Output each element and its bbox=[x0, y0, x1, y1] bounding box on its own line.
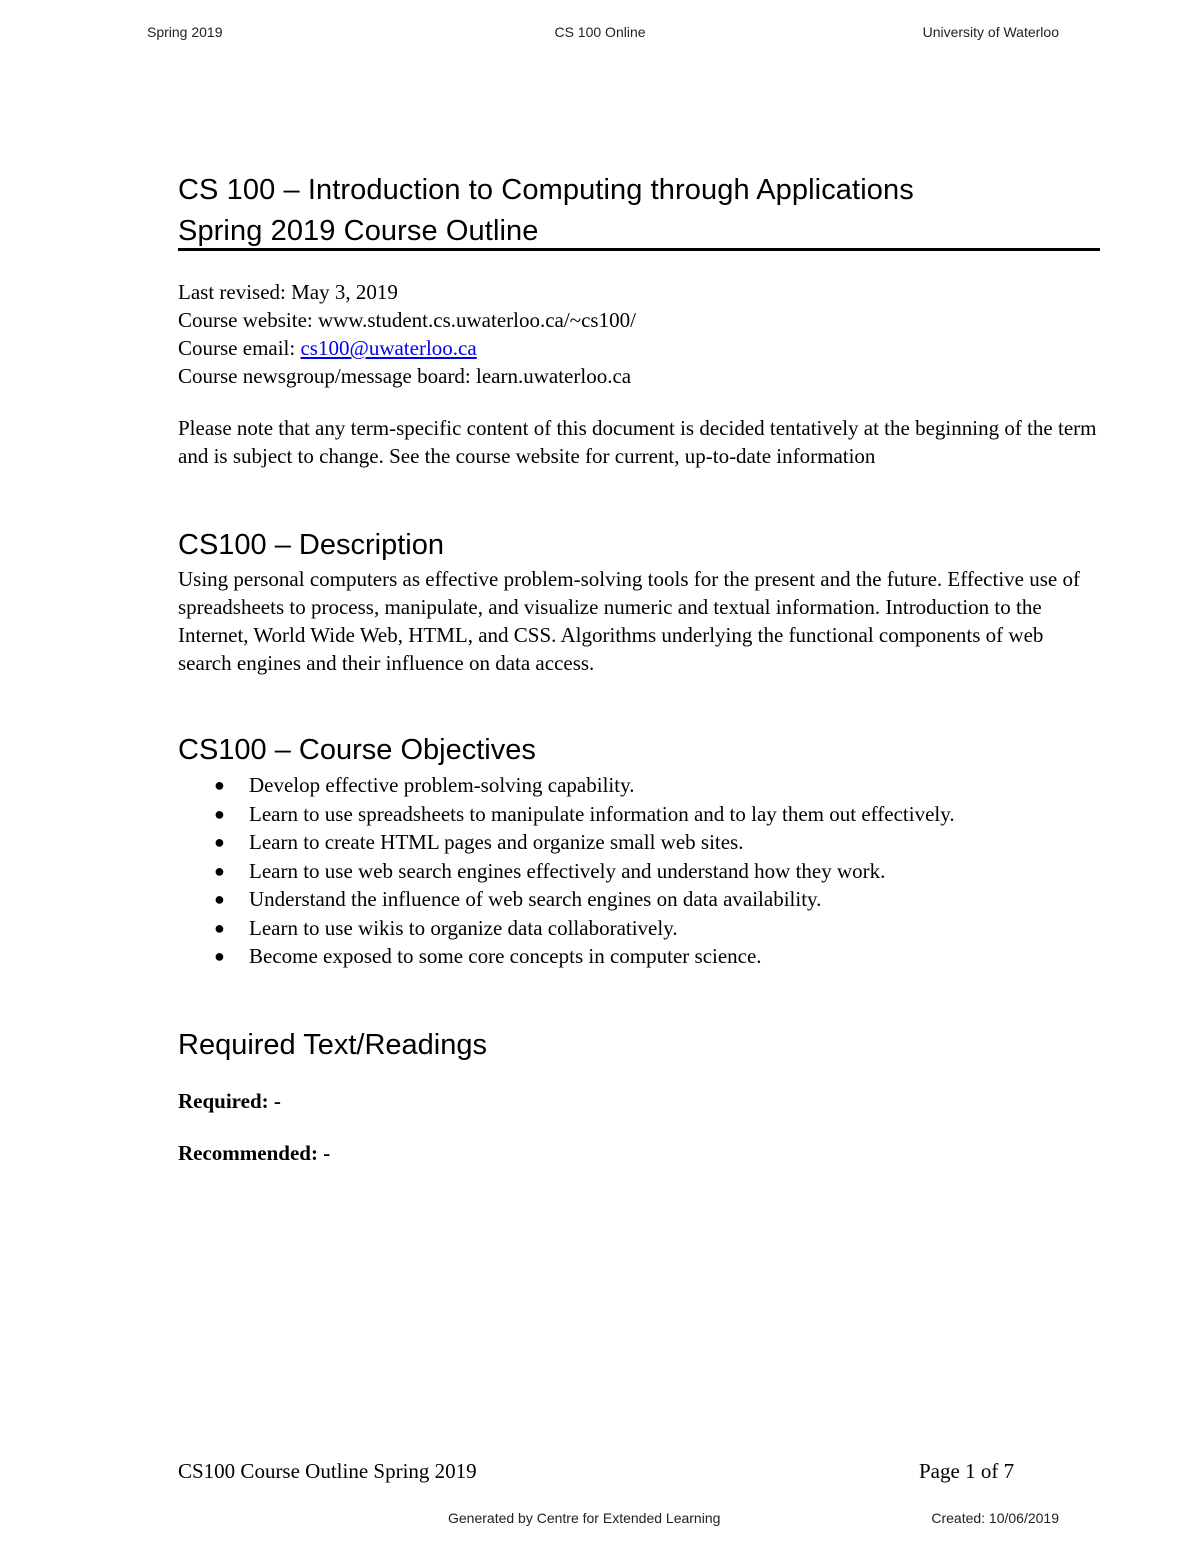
description-heading: CS100 – Description bbox=[178, 529, 444, 561]
bullet-icon: ● bbox=[214, 860, 225, 881]
footer-title: CS100 Course Outline Spring 2019 bbox=[178, 1459, 477, 1483]
objective-text: Learn to use wikis to organize data collaboratively. bbox=[249, 915, 678, 940]
document-title bbox=[178, 170, 1100, 251]
bullet-icon: ● bbox=[214, 946, 225, 966]
title-line-2: Spring 2019 Course Outline bbox=[178, 215, 539, 247]
objective-text: Learn to use web search engines effectively and understand how they work. bbox=[249, 858, 886, 883]
bullet-icon: ● bbox=[214, 803, 225, 824]
last-revised: Last revised: May 3, 2019 bbox=[178, 280, 398, 304]
header-course: CS 100 Online bbox=[554, 24, 646, 40]
disclaimer-note: Please note that any term-specific content of this document is decided tentatively at the beginning of the term and is subject to change. See the course website for current, up-to-date information bbox=[178, 416, 1097, 468]
objective-text: Learn to create HTML pages and organize small web sites. bbox=[249, 830, 744, 854]
header-institution: University of Waterloo bbox=[922, 24, 1059, 40]
objective-text: Develop effective problem-solving capability. bbox=[249, 773, 635, 797]
page-number: Page 1 of 7 bbox=[919, 1459, 1015, 1483]
objective-text: Learn to use spreadsheets to manipulate information and to lay them out effectively. bbox=[249, 801, 955, 826]
course-website: Course website: www.student.cs.uwaterloo.ca/~cs100/ bbox=[178, 308, 636, 332]
bullet-icon: ● bbox=[214, 832, 225, 852]
bullet-icon: ● bbox=[214, 775, 225, 795]
course-email-link[interactable]: cs100@uwaterloo.ca bbox=[300, 336, 477, 360]
course-newsgroup: Course newsgroup/message board: learn.uwaterloo.ca bbox=[178, 364, 632, 388]
objective-item bbox=[178, 914, 1078, 943]
objective-item bbox=[178, 771, 1078, 800]
objectives-list bbox=[178, 771, 1078, 971]
bullet-icon: ● bbox=[214, 917, 225, 938]
generated-by: Generated by Centre for Extended Learning bbox=[448, 1510, 721, 1526]
created-date: Created: 10/06/2019 bbox=[931, 1510, 1059, 1526]
readings-heading: Required Text/Readings bbox=[178, 1029, 487, 1061]
bullet-icon: ● bbox=[214, 889, 225, 909]
objective-item bbox=[178, 800, 1078, 829]
title-line-1: CS 100 – Introduction to Computing through Applications bbox=[178, 174, 914, 206]
header-term: Spring 2019 bbox=[147, 24, 223, 40]
objective-item bbox=[178, 857, 1078, 886]
objective-item bbox=[178, 885, 1078, 914]
objectives-heading: CS100 – Course Objectives bbox=[178, 734, 536, 766]
description-body: Using personal computers as effective problem-solving tools for the present and the future. Effective use of spreadsheets to process, manipulate, and visualize numeric and textual information. Introduction to the Internet, World Wide Web, HTML, and CSS. Algorithms underlying the functional components of web search engines and their influence on data access. bbox=[178, 567, 1080, 675]
course-email bbox=[178, 334, 636, 362]
required-readings: Required: - bbox=[178, 1089, 281, 1113]
course-email-label: Course email: bbox=[178, 336, 301, 360]
objective-text: Understand the influence of web search engines on data availability. bbox=[249, 887, 822, 911]
objective-item bbox=[178, 942, 1078, 971]
objective-text: Become exposed to some core concepts in computer science. bbox=[249, 944, 762, 968]
course-meta bbox=[178, 278, 636, 390]
objective-item bbox=[178, 828, 1078, 857]
recommended-readings: Recommended: - bbox=[178, 1141, 331, 1165]
